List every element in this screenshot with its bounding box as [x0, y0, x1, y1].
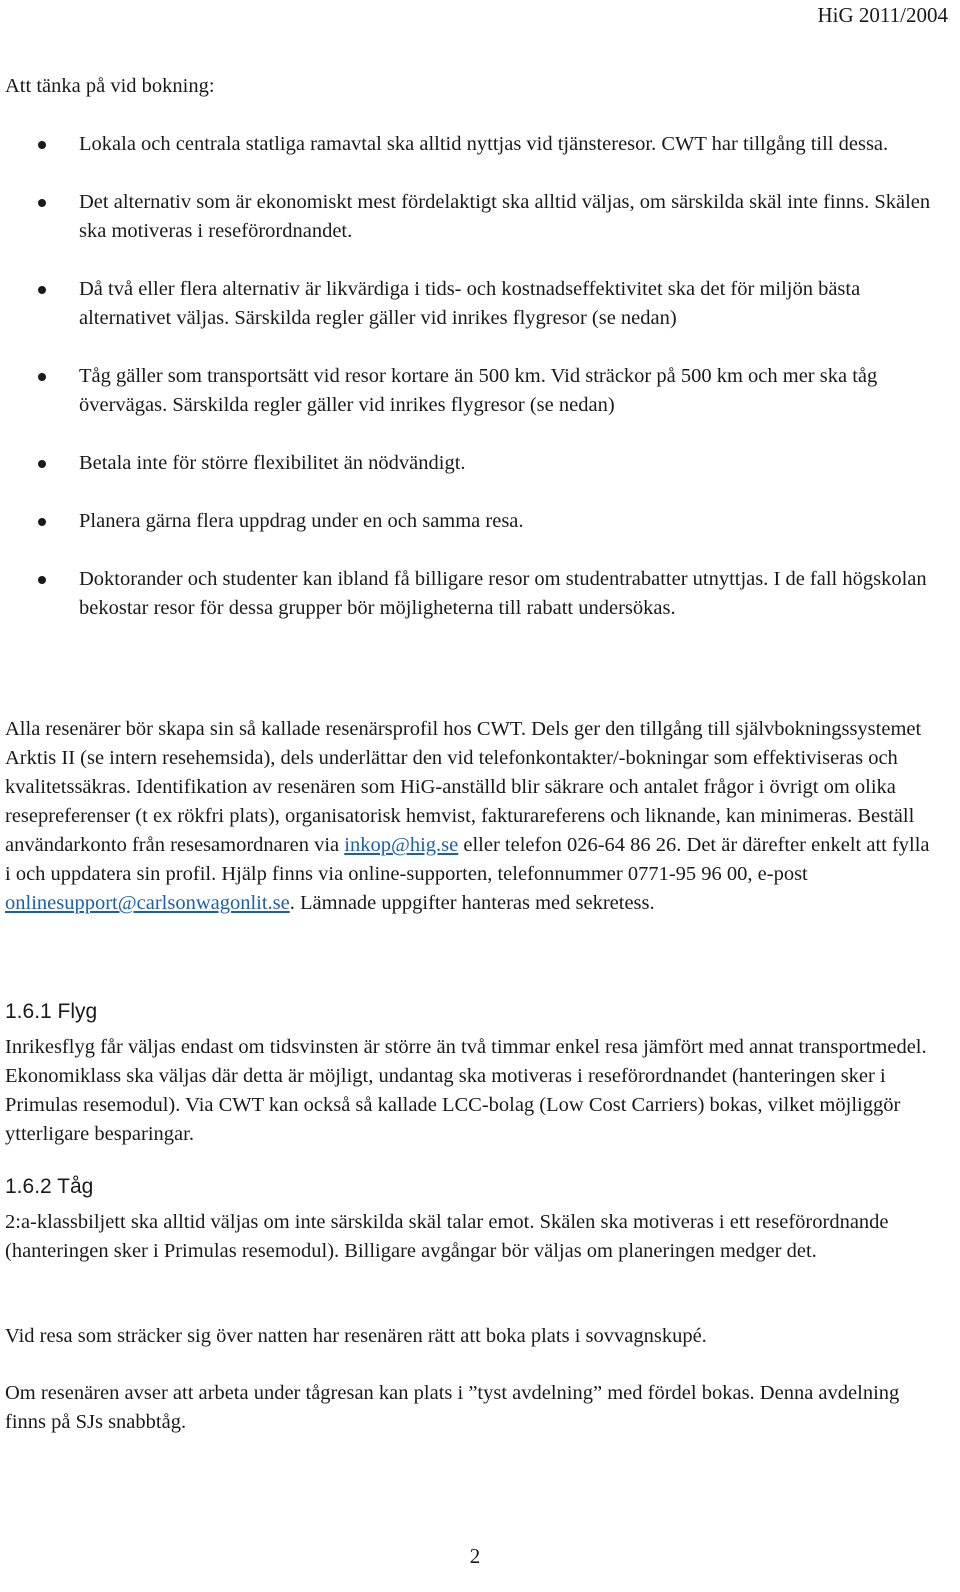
section-heading-tag: 1.6.2 Tåg: [5, 1175, 94, 1198]
bullet-icon: [38, 286, 46, 294]
document-reference: HiG 2011/2004: [817, 3, 948, 27]
list-item-text: Tåg gäller som transportsätt vid resor kortare än 500 km. Vid sträckor på 500 km och mer ska tåg övervägas. Särskilda regler gäller vid inrikes flygresor (se nedan): [79, 365, 878, 416]
list-item: [0, 362, 960, 420]
bullet-icon: [38, 199, 46, 207]
list-item: [0, 275, 960, 333]
flyg-paragraph: Inrikesflyg får väljas endast om tidsvinsten är större än två timmar enkel resa jämfört med annat transportmedel. Ekonomiklass ska väljas där detta är möjligt, undantag ska motiveras i reseförordnandet (hanteringen sker i Primulas resemodul). Via CWT kan också så kallade LCC-bolag (Low Cost Carriers) bokas, vilket möjliggör ytterligare besparingar.: [5, 1036, 927, 1145]
profile-text-part2: eller telefon 026-64 86 26. Det är därefter enkelt att fylla i och uppdatera sin profil. Hjälp finns via online-supporten, telefonnummer 0771-95 96 00, e-post: [5, 834, 930, 885]
intro-heading: Att tänka på vid bokning:: [5, 75, 215, 97]
bullet-icon: [38, 518, 46, 526]
tag-paragraph-1: 2:a-klassbiljett ska alltid väljas om inte särskilda skäl talar emot. Skälen ska motiveras i ett reseförordnande (hanteringen sker i Primulas resemodul). Billigare avgångar bör väljas om planeringen medger det.: [5, 1211, 889, 1262]
booking-guidelines-list: [0, 130, 960, 652]
email-link-onlinesupport[interactable]: onlinesupport@carlsonwagonlit.se: [5, 892, 290, 914]
traveller-profile-paragraph: [5, 715, 940, 918]
bullet-icon: [38, 460, 46, 468]
list-item-text: Doktorander och studenter kan ibland få billigare resor om studentrabatter utnyttjas. I de fall högskolan bekostar resor för dessa grupper bör möjligheterna till rabatt undersökas.: [79, 568, 927, 619]
list-item: [0, 507, 960, 536]
bullet-icon: [38, 576, 46, 584]
list-item-text: Lokala och centrala statliga ramavtal ska alltid nyttjas vid tjänsteresor. CWT har tillgång till dessa.: [79, 133, 889, 155]
section-heading-flyg: 1.6.1 Flyg: [5, 1000, 98, 1023]
list-item: [0, 188, 960, 246]
profile-text-part3: . Lämnade uppgifter hanteras med sekretess.: [289, 892, 655, 914]
list-item-text: Planera gärna flera uppdrag under en och samma resa.: [79, 510, 524, 532]
bullet-icon: [38, 141, 46, 149]
email-link-inkop[interactable]: inkop@hig.se: [344, 834, 459, 856]
list-item: [0, 449, 960, 478]
tag-paragraph-2: Vid resa som sträcker sig över natten har resenären rätt att boka plats i sovvagnskupé.: [5, 1325, 707, 1347]
list-item-text: Betala inte för större flexibilitet än nödvändigt.: [79, 452, 466, 474]
list-item: [0, 130, 960, 159]
list-item-text: Det alternativ som är ekonomiskt mest fördelaktigt ska alltid väljas, om särskilda skäl inte finns. Skälen ska motiveras i reseförordnandet.: [79, 191, 931, 242]
bullet-icon: [38, 373, 46, 381]
list-item: [0, 565, 960, 623]
list-item-text: Då två eller flera alternativ är likvärdiga i tids- och kostnadseffektivitet ska det för miljön bästa alternativet väljas. Särskilda regler gäller vid inrikes flygresor (se nedan): [79, 278, 861, 329]
profile-text-part1: Alla resenärer bör skapa sin så kallade resenärsprofil hos CWT. Dels ger den tillgång till självbokningssystemet Arktis II (se intern resehemsida), dels underlättar den vid telefonkontakter/-bokningar som effektiviseras och kvalitetssäkras. Identifikation av resenären som HiG-anställd blir säkrare och antalet frågor i övrigt om olika resepreferenser (t ex rökfri plats), organisatorisk hemvist, fakturareferens och liknande, kan minimeras. Beställ användarkonto från resesamordnaren via: [5, 718, 922, 856]
tag-paragraph-3: Om resenären avser att arbeta under tågresan kan plats i ”tyst avdelning” med fördel bokas. Denna avdelning finns på SJs snabbtåg.: [5, 1382, 900, 1433]
page-number: 2: [469, 1544, 481, 1568]
